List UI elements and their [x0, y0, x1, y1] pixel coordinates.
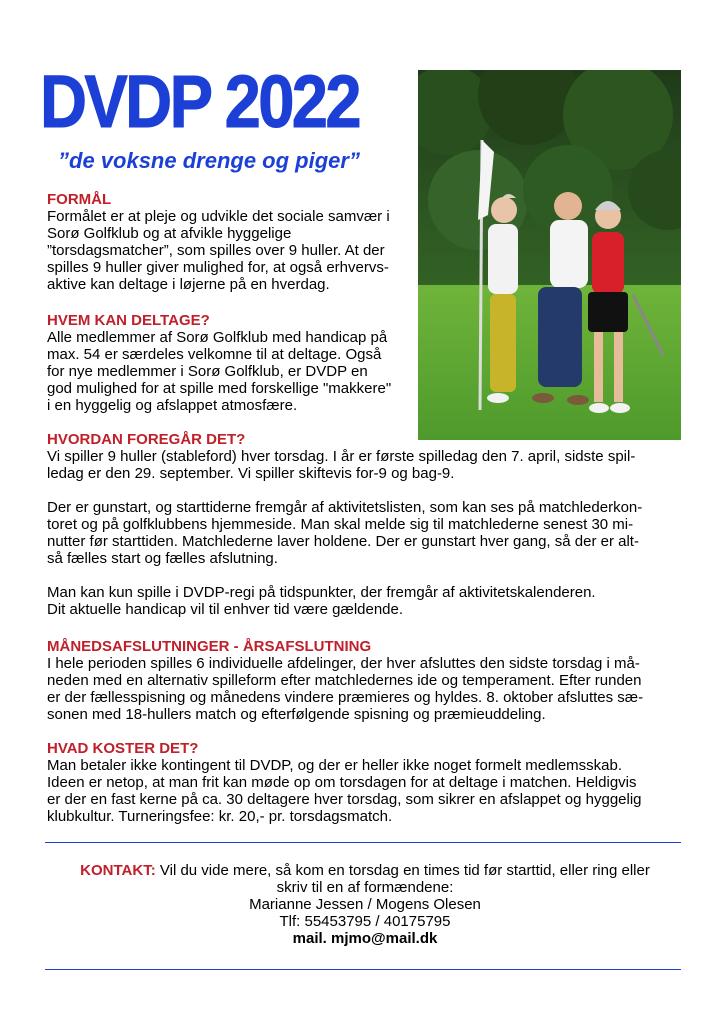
section-line: sonen med 18-hullers match og efterfølgende spisning og præmieuddeling.	[47, 706, 546, 723]
section-line: toret og på golfklubbens hjemmeside. Man skal melde sig til matchlederne senest 30 mi-	[47, 516, 634, 533]
page-title: DVDP 2022	[40, 60, 359, 143]
divider-bottom	[45, 969, 681, 970]
contact-names: Marianne Jessen / Mogens Olesen	[249, 896, 481, 913]
section-line: spilles 9 huller giver mulighed for, at også erhvervs-	[47, 259, 389, 276]
contact-intro-line2: skriv til en af formændene:	[276, 879, 454, 896]
section-line: neden med en alternativ spilleform efter matchledernes ide og temperament. Efter runden	[47, 672, 642, 689]
section-line: ”torsdagsmatcher”, som spilles over 9 huller. At der	[47, 242, 385, 259]
section-line: for nye medlemmer i Sorø Golfklub, er DVDP en	[47, 363, 368, 380]
section-line: ledag er den 29. september. Vi spiller skiftevis for-9 og bag-9.	[47, 465, 455, 482]
section-formaal	[47, 191, 417, 293]
section-line: er der fællesspisning og månedens vindere præmieres og hyldes. 8. oktober afsluttes sæ-	[47, 689, 644, 706]
divider-top	[45, 842, 681, 843]
contact-box	[47, 862, 683, 947]
contact-email[interactable]: mail. mjmo@mail.dk	[292, 930, 438, 947]
contact-intro: Vil du vide mere, så kom en torsdag en times tid før starttid, eller ring eller	[159, 862, 650, 879]
section-line: så fælles start og fælles afslutning.	[47, 550, 278, 567]
section-line: aktive kan deltage i løjerne på en hverdag.	[47, 276, 330, 293]
contact-phone[interactable]: Tlf: 55453795 / 40175795	[279, 913, 451, 930]
section-line: Sorø Golfklub og at afvikle hyggelige	[47, 225, 292, 242]
section-line: Der er gunstart, og starttiderne fremgår af aktivitetslisten, som kan ses på matchlederkon-	[47, 499, 643, 516]
section-line: Man kan kun spille i DVDP-regi på tidspunkter, der fremgår af aktivitetskalenderen.	[47, 584, 596, 601]
section-line: I hele perioden spilles 6 individuelle afdelinger, der hver afsluttes den sidste torsdag i må-	[47, 655, 640, 672]
section-heading: MÅNEDSAFSLUTNINGER - ÅRSAFSLUTNING	[47, 638, 372, 655]
section-heading: HVAD KOSTER DET?	[47, 740, 199, 757]
section-line: Vi spiller 9 huller (stableford) hver torsdag. I år er første spilledag den 7. april, sidste spil-	[47, 448, 636, 465]
section-line: nutter før starttiden. Matchlederne laver holdene. Der er gunstart hver gang, så der er alt-	[47, 533, 639, 550]
section-hvem-kan-deltage	[47, 312, 417, 414]
section-heading: HVEM KAN DELTAGE?	[47, 312, 210, 329]
section-line: Dit aktuelle handicap vil til enhver tid være gældende.	[47, 601, 404, 618]
section-line: klubkultur. Turneringsfee: kr. 20,- pr. torsdagsmatch.	[47, 808, 393, 825]
contact-label: KONTAKT:	[80, 862, 156, 879]
golf-players-photo	[418, 70, 681, 440]
section-line: god mulighed for at spille med forskellige "makkere"	[47, 380, 392, 397]
section-heading: FORMÅL	[47, 191, 112, 208]
section-hvordan-foregaar-det	[47, 431, 667, 618]
section-hvad-koster-det	[47, 740, 667, 825]
section-line: max. 54 er særdeles velkomne til at deltage. Også	[47, 346, 382, 363]
section-maanedsafslutninger	[47, 638, 667, 723]
section-line: Ideen er netop, at man frit kan møde op om torsdagen for at deltage i matchen. Heldigvis	[47, 774, 637, 791]
section-heading: HVORDAN FOREGÅR DET?	[47, 431, 246, 448]
section-line: i en hyggelig og afslappet atmosfære.	[47, 397, 298, 414]
section-line: Formålet er at pleje og udvikle det sociale samvær i	[47, 208, 390, 225]
section-line: er der en fast kerne på ca. 30 deltagere hver torsdag, som sikrer en afslappet og hyggelig	[47, 791, 642, 808]
section-line: Alle medlemmer af Sorø Golfklub med handicap på	[47, 329, 388, 346]
page-subtitle: ”de voksne drenge og piger”	[58, 148, 360, 173]
section-line: Man betaler ikke kontingent til DVDP, og der er heller ikke noget formelt medlemsskab.	[47, 757, 623, 774]
